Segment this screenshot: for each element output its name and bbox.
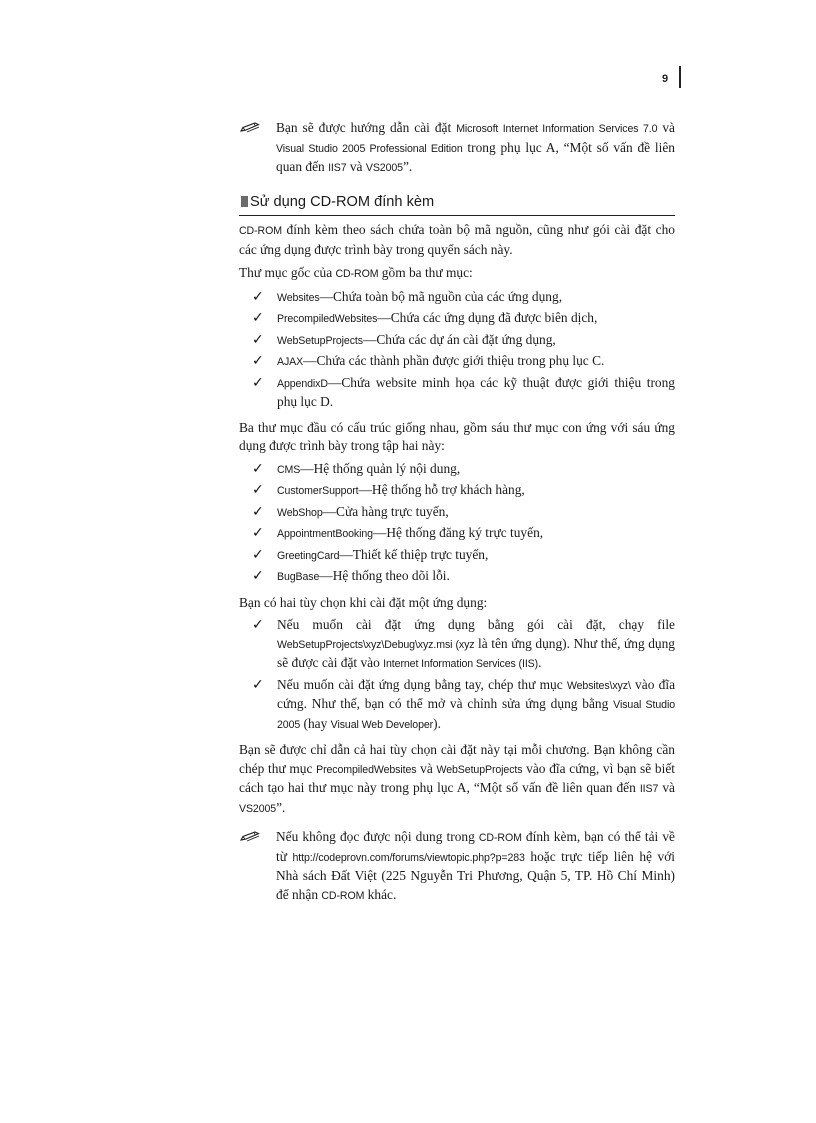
list-item: ✓ AJAX—Chứa các thành phần được giới thiệu trong phụ lục C. [239,352,675,372]
list-item: ✓ Nếu muốn cài đặt ứng dụng bằng tay, chép thư mục Websites\xyz\ vào đĩa cứng. Như thế, bạn có thể mở và chỉnh sửa ứng dụng bằng Visual Studio 2005 (hay Visual Web Developer). [239,676,675,735]
root-folder-list [239,288,675,412]
list-item: ✓ PrecompiledWebsites—Chứa các ứng dụng đã được biên dịch, [239,309,675,329]
note-installation [239,119,675,178]
list-item: ✓ Websites—Chứa toàn bộ mã nguồn của các ứng dụng, [239,288,675,308]
list-item: ✓ BugBase—Hệ thống theo dõi lỗi. [239,567,675,587]
list-item: ✓ Nếu muốn cài đặt ứng dụng bằng gói cài đặt, chạy file WebSetupProjects\xyz\Debug\xyz.msi (xyz là tên ứng dụng). Như thế, ứng dụng sẽ được cài đặt vào Internet Information Services (IIS). [239,616,675,674]
section-heading-text: Sử dụng CD-ROM đính kèm [250,193,435,210]
list-item: ✓ CustomerSupport—Hệ thống hỗ trợ khách hàng, [239,481,675,501]
checkmark-icon: ✓ [252,568,264,584]
checkmark-icon: ✓ [252,374,264,391]
paragraph-chapter-guidance: Bạn sẽ được chỉ dẫn cả hai tùy chọn cài đặt này tại mỗi chương. Bạn không cần chép thư mục PrecompiledWebsites và WebSetupProjects vào đĩa cứng, vì bạn sẽ biết cách tạo hai thư mục này trong phụ lục A, “Một số vấn đề liên quan đến IIS7 và VS2005”. [239,742,675,815]
list-item: ✓ WebSetupProjects—Chứa các dự án cài đặt ứng dụng, [239,331,675,351]
paragraph-subfolders: Ba thư mục đầu có cấu trúc giống nhau, gồm sáu thư mục con ứng với sáu ứng dụng được trình bày trong tập hai này: [239,419,675,453]
heading-marker [241,196,248,207]
checkmark-icon: ✓ [252,288,264,305]
paragraph-root-folders: Thư mục gốc của CD-ROM gồm ba thư mục: [239,265,473,280]
note-download [239,828,675,905]
checkmark-icon: ✓ [252,460,264,477]
page-number-rule [679,66,681,88]
list-item: ✓ WebShop—Cửa hàng trực tuyến, [239,503,675,523]
pencil-note-icon [239,119,276,133]
install-option-list [239,616,675,734]
list-item: ✓ AppointmentBooking—Hệ thống đăng ký trực tuyến, [239,524,675,544]
page-number: 9 [662,73,669,85]
page-content [239,119,675,917]
checkmark-icon: ✓ [252,617,264,633]
checkmark-icon: ✓ [252,676,264,693]
checkmark-icon: ✓ [252,482,264,498]
download-link[interactable]: http://codeprovn.com/forums/viewtopic.php?p=283 [292,851,525,864]
checkmark-icon: ✓ [252,353,264,369]
checkmark-icon: ✓ [252,310,264,326]
pencil-note-icon [239,828,276,842]
checkmark-icon: ✓ [252,525,264,541]
application-folder-list [239,460,675,587]
paragraph-cdrom-intro: CD-ROM đính kèm theo sách chứa toàn bộ mã nguồn, cũng như gói cài đặt cho các ứng dụng được trình bày trong quyển sách này. [239,222,675,257]
paragraph-install-options: Bạn có hai tùy chọn khi cài đặt một ứng dụng: [239,594,488,610]
list-item: ✓ AppendixD—Chứa website minh họa các kỹ thuật được giới thiệu trong phụ lục D. [239,374,675,412]
list-item: ✓ CMS—Hệ thống quản lý nội dung, [239,460,675,480]
checkmark-icon: ✓ [252,546,264,563]
note-download-text: Nếu không đọc được nội dung trong CD-ROM đính kèm, bạn có thể tải về từ http://codeprovn.com/forums/viewtopic.php?p=283 hoặc trực tiếp liên hệ với Nhà sách Đất Việt (225 Nguyễn Tri Phương, Quận 5, TP. Hồ Chí Minh) để nhận CD-ROM khác. [276,829,675,902]
checkmark-icon: ✓ [252,503,264,520]
section-heading [239,193,675,217]
checkmark-icon: ✓ [252,331,264,348]
list-item: ✓ GreetingCard—Thiết kế thiệp trực tuyến, [239,546,675,566]
note-installation-text: Bạn sẽ được hướng dẫn cài đặt Microsoft Internet Information Services 7.0 và Visual Studio 2005 Professional Edition trong phụ lục A, “Một số vấn đề liên quan đến IIS7 và VS2005”. [276,120,675,174]
